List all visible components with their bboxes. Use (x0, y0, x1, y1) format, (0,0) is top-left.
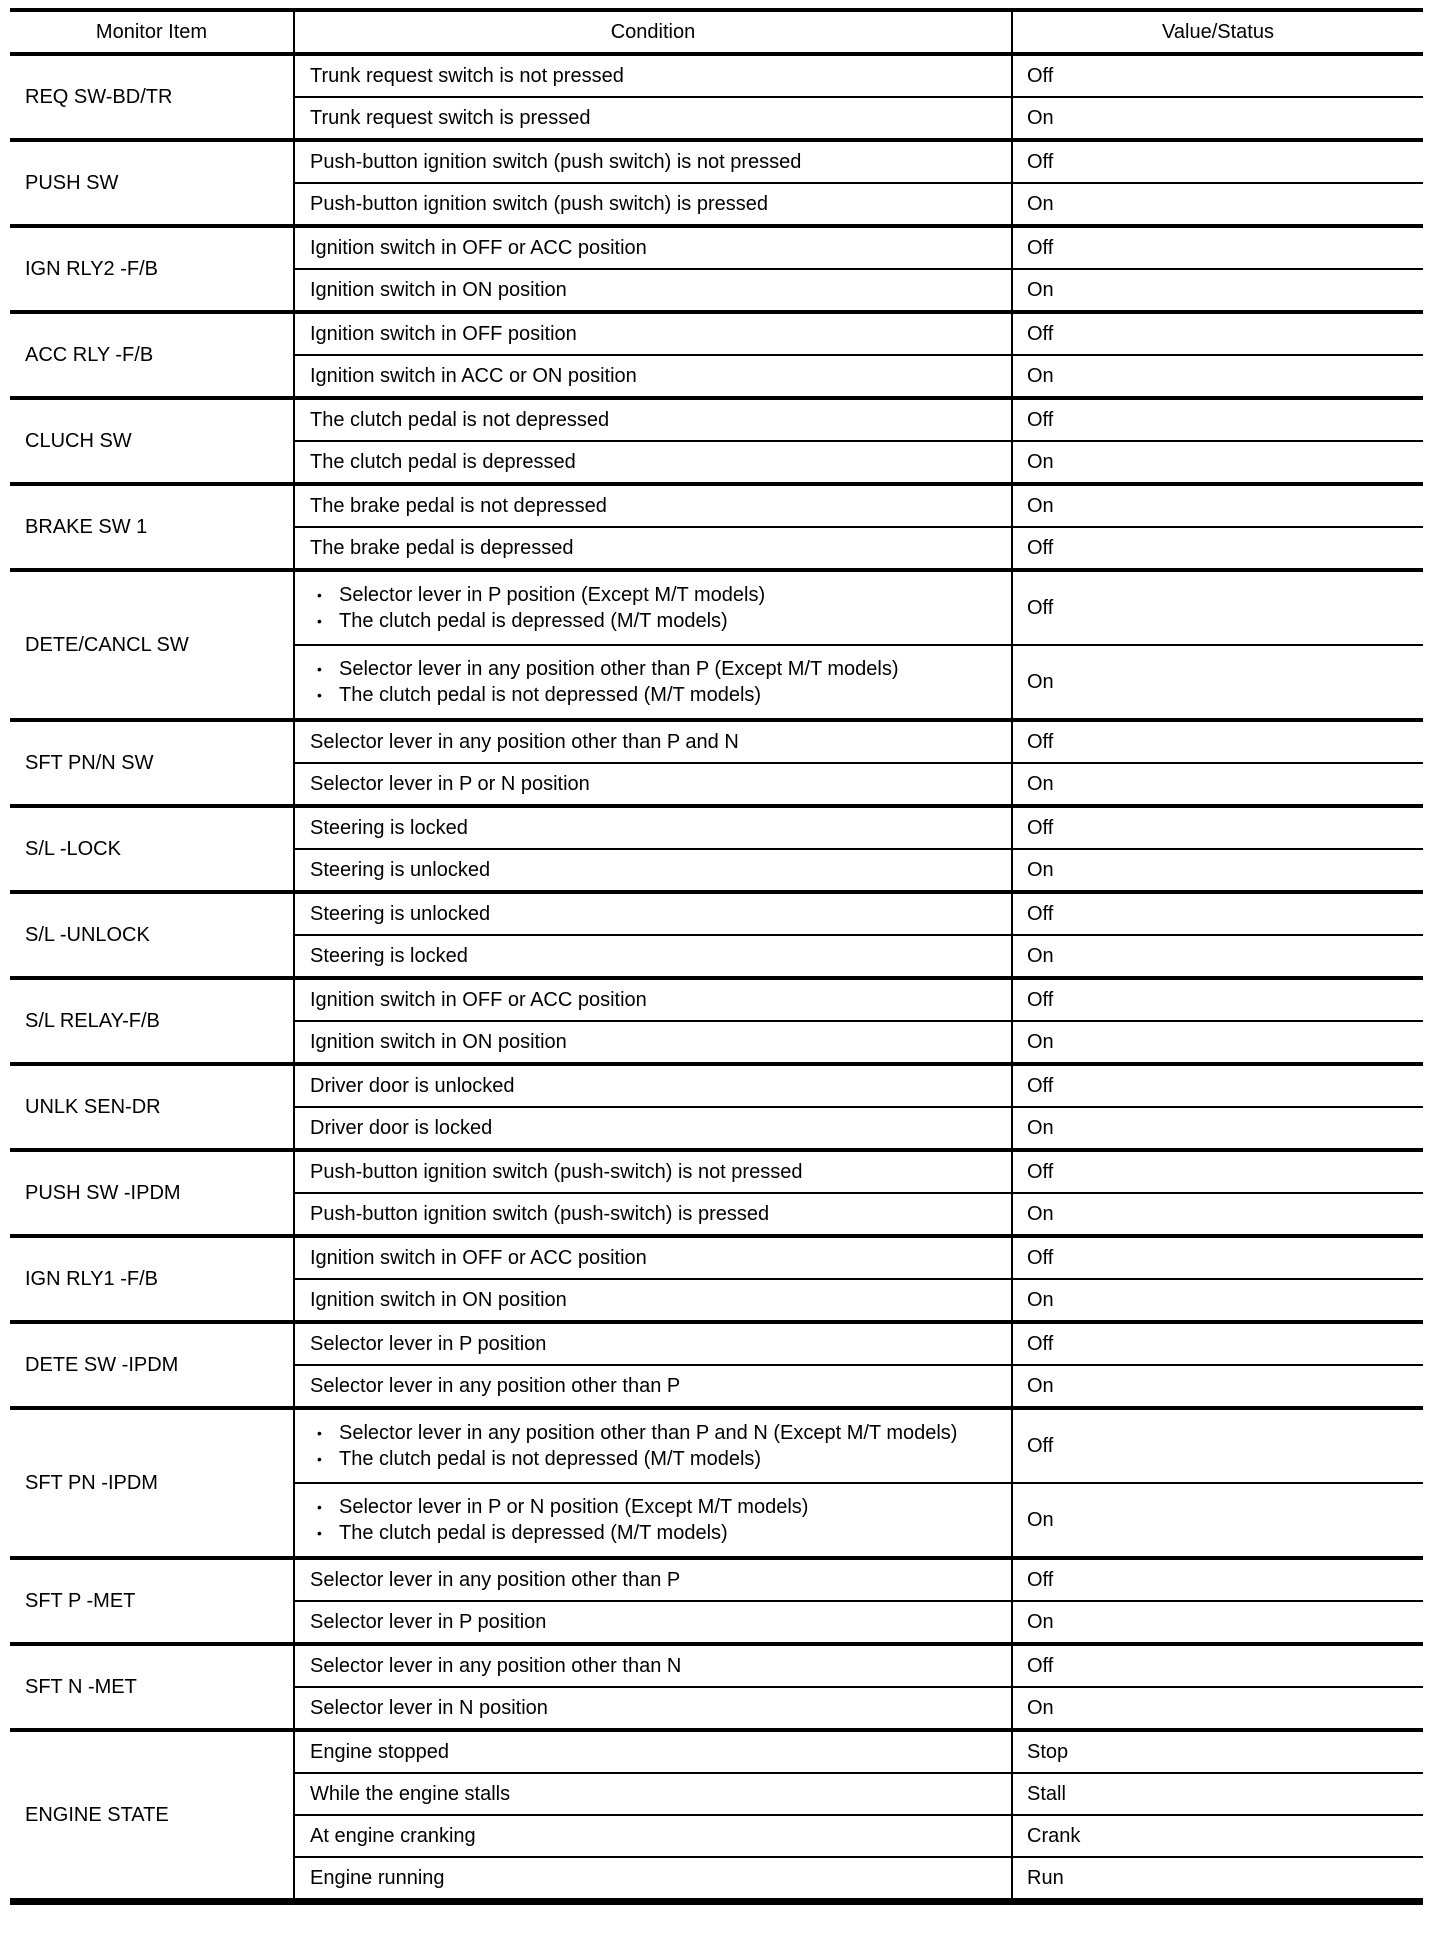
condition-cell: Ignition switch in OFF or ACC position (294, 1236, 1012, 1279)
bullet-icon: • (317, 613, 322, 629)
value-cell: Off (1012, 1558, 1423, 1601)
monitor-item-cell: UNLK SEN-DR (10, 1064, 294, 1150)
monitor-item-cell: IGN RLY1 -F/B (10, 1236, 294, 1322)
condition-cell: Selector lever in any position other than P and N (294, 720, 1012, 763)
monitor-item-cell: BRAKE SW 1 (10, 484, 294, 570)
monitor-table-body (10, 54, 1423, 1902)
condition-cell: Ignition switch in OFF or ACC position (294, 226, 1012, 269)
value-cell: Off (1012, 806, 1423, 849)
value-cell: On (1012, 97, 1423, 140)
value-cell: Off (1012, 1644, 1423, 1687)
table-row (10, 978, 1423, 1021)
value-cell: On (1012, 1601, 1423, 1644)
condition-text: The clutch pedal is depressed (M/T models) (339, 1522, 728, 1544)
monitor-item-table (10, 8, 1423, 1905)
value-cell: Off (1012, 312, 1423, 355)
table-row (10, 570, 1423, 645)
condition-cell: Push-button ignition switch (push-switch) is not pressed (294, 1150, 1012, 1193)
monitor-item-cell: CLUCH SW (10, 398, 294, 484)
condition-cell (294, 1483, 1012, 1558)
condition-cell: Driver door is locked (294, 1107, 1012, 1150)
monitor-item-cell: DETE SW -IPDM (10, 1322, 294, 1408)
condition-bullet-line (310, 1494, 986, 1520)
value-cell: Off (1012, 1408, 1423, 1483)
table-row (10, 484, 1423, 527)
monitor-item-cell: SFT N -MET (10, 1644, 294, 1730)
condition-cell: Selector lever in any position other than P (294, 1365, 1012, 1408)
bullet-icon: • (317, 1451, 322, 1467)
condition-cell: The brake pedal is not depressed (294, 484, 1012, 527)
condition-cell: Selector lever in any position other than P (294, 1558, 1012, 1601)
condition-bullet-line (310, 582, 986, 608)
value-cell: On (1012, 1021, 1423, 1064)
value-cell: On (1012, 484, 1423, 527)
value-cell: Off (1012, 140, 1423, 183)
condition-cell: At engine cranking (294, 1815, 1012, 1857)
monitor-item-cell: S/L -UNLOCK (10, 892, 294, 978)
condition-cell: Selector lever in N position (294, 1687, 1012, 1730)
header-value-status: Value/Status (1012, 10, 1423, 54)
table-header (10, 10, 1423, 54)
condition-cell: Push-button ignition switch (push-switch) is pressed (294, 1193, 1012, 1236)
table-row (10, 1322, 1423, 1365)
condition-cell: The clutch pedal is not depressed (294, 398, 1012, 441)
value-cell: On (1012, 1365, 1423, 1408)
monitor-item-cell: ENGINE STATE (10, 1730, 294, 1902)
condition-cell: Selector lever in any position other than N (294, 1644, 1012, 1687)
bullet-icon: • (317, 1425, 322, 1441)
condition-cell: Engine stopped (294, 1730, 1012, 1773)
document-page (10, 8, 1423, 1905)
table-row (10, 1730, 1423, 1773)
monitor-item-cell: PUSH SW (10, 140, 294, 226)
header-condition: Condition (294, 10, 1012, 54)
table-row (10, 1408, 1423, 1483)
condition-cell: The brake pedal is depressed (294, 527, 1012, 570)
condition-cell: Ignition switch in OFF position (294, 312, 1012, 355)
value-cell: On (1012, 1279, 1423, 1322)
condition-cell: Steering is unlocked (294, 892, 1012, 935)
condition-bullet-line (310, 1520, 986, 1546)
value-cell: Off (1012, 1150, 1423, 1193)
condition-cell: Push-button ignition switch (push switch) is not pressed (294, 140, 1012, 183)
condition-bullet-line (310, 656, 986, 682)
condition-text: The clutch pedal is not depressed (M/T models) (339, 1448, 762, 1470)
condition-cell (294, 1408, 1012, 1483)
value-cell: Stop (1012, 1730, 1423, 1773)
monitor-item-cell: SFT PN/N SW (10, 720, 294, 806)
value-cell: Off (1012, 226, 1423, 269)
bullet-icon: • (317, 687, 322, 703)
bullet-icon: • (317, 1525, 322, 1541)
condition-text: Selector lever in any position other than P (Except M/T models) (339, 658, 899, 680)
value-cell: Off (1012, 570, 1423, 645)
value-cell: Off (1012, 527, 1423, 570)
value-cell: On (1012, 269, 1423, 312)
table-row (10, 54, 1423, 97)
condition-cell: While the engine stalls (294, 1773, 1012, 1815)
condition-bullet-line (310, 608, 986, 634)
table-row (10, 312, 1423, 355)
value-cell: On (1012, 645, 1423, 720)
condition-cell: Engine running (294, 1857, 1012, 1902)
table-row (10, 720, 1423, 763)
condition-bullet-line (310, 1446, 986, 1472)
table-row (10, 140, 1423, 183)
table-row (10, 892, 1423, 935)
table-row (10, 398, 1423, 441)
table-row (10, 1644, 1423, 1687)
condition-cell: Selector lever in P position (294, 1601, 1012, 1644)
monitor-item-cell: IGN RLY2 -F/B (10, 226, 294, 312)
value-cell: On (1012, 1107, 1423, 1150)
condition-text: The clutch pedal is not depressed (M/T models) (339, 684, 762, 706)
header-row (10, 10, 1423, 54)
condition-cell: Steering is locked (294, 935, 1012, 978)
condition-cell: Steering is locked (294, 806, 1012, 849)
value-cell: Off (1012, 720, 1423, 763)
value-cell: Off (1012, 1064, 1423, 1107)
value-cell: On (1012, 763, 1423, 806)
value-cell: On (1012, 441, 1423, 484)
table-row (10, 806, 1423, 849)
monitor-item-cell: PUSH SW -IPDM (10, 1150, 294, 1236)
monitor-item-cell: REQ SW-BD/TR (10, 54, 294, 140)
value-cell: Off (1012, 54, 1423, 97)
value-cell: Run (1012, 1857, 1423, 1902)
condition-cell: Steering is unlocked (294, 849, 1012, 892)
table-row (10, 1150, 1423, 1193)
condition-cell (294, 645, 1012, 720)
value-cell: On (1012, 1687, 1423, 1730)
condition-cell: Push-button ignition switch (push switch) is pressed (294, 183, 1012, 226)
condition-text: Selector lever in any position other than P and N (Except M/T models) (339, 1422, 958, 1444)
condition-cell: Ignition switch in OFF or ACC position (294, 978, 1012, 1021)
table-row (10, 1064, 1423, 1107)
monitor-item-cell: S/L RELAY-F/B (10, 978, 294, 1064)
condition-bullet-line (310, 682, 986, 708)
value-cell: On (1012, 355, 1423, 398)
condition-cell: Selector lever in P position (294, 1322, 1012, 1365)
condition-cell: Trunk request switch is pressed (294, 97, 1012, 140)
value-cell: Off (1012, 892, 1423, 935)
bullet-icon: • (317, 661, 322, 677)
table-row (10, 226, 1423, 269)
table-row (10, 1236, 1423, 1279)
condition-text: Selector lever in P or N position (Except M/T models) (339, 1496, 809, 1518)
condition-cell: The clutch pedal is depressed (294, 441, 1012, 484)
value-cell: Stall (1012, 1773, 1423, 1815)
value-cell: On (1012, 1483, 1423, 1558)
condition-cell: Ignition switch in ON position (294, 1021, 1012, 1064)
value-cell: On (1012, 183, 1423, 226)
condition-cell: Trunk request switch is not pressed (294, 54, 1012, 97)
monitor-item-cell: S/L -LOCK (10, 806, 294, 892)
condition-text: The clutch pedal is depressed (M/T models) (339, 610, 728, 632)
condition-cell (294, 570, 1012, 645)
monitor-item-cell: ACC RLY -F/B (10, 312, 294, 398)
bullet-icon: • (317, 1499, 322, 1515)
value-cell: On (1012, 1193, 1423, 1236)
value-cell: On (1012, 849, 1423, 892)
value-cell: Off (1012, 978, 1423, 1021)
value-cell: Off (1012, 1236, 1423, 1279)
condition-bullet-line (310, 1420, 986, 1446)
condition-cell: Ignition switch in ON position (294, 269, 1012, 312)
value-cell: Off (1012, 398, 1423, 441)
monitor-item-cell: DETE/CANCL SW (10, 570, 294, 720)
condition-text: Selector lever in P position (Except M/T models) (339, 584, 766, 606)
bullet-icon: • (317, 587, 322, 603)
table-row (10, 1558, 1423, 1601)
value-cell: Crank (1012, 1815, 1423, 1857)
header-monitor-item: Monitor Item (10, 10, 294, 54)
monitor-item-cell: SFT P -MET (10, 1558, 294, 1644)
condition-cell: Ignition switch in ACC or ON position (294, 355, 1012, 398)
value-cell: On (1012, 935, 1423, 978)
condition-cell: Selector lever in P or N position (294, 763, 1012, 806)
value-cell: Off (1012, 1322, 1423, 1365)
condition-cell: Driver door is unlocked (294, 1064, 1012, 1107)
condition-cell: Ignition switch in ON position (294, 1279, 1012, 1322)
monitor-item-cell: SFT PN -IPDM (10, 1408, 294, 1558)
